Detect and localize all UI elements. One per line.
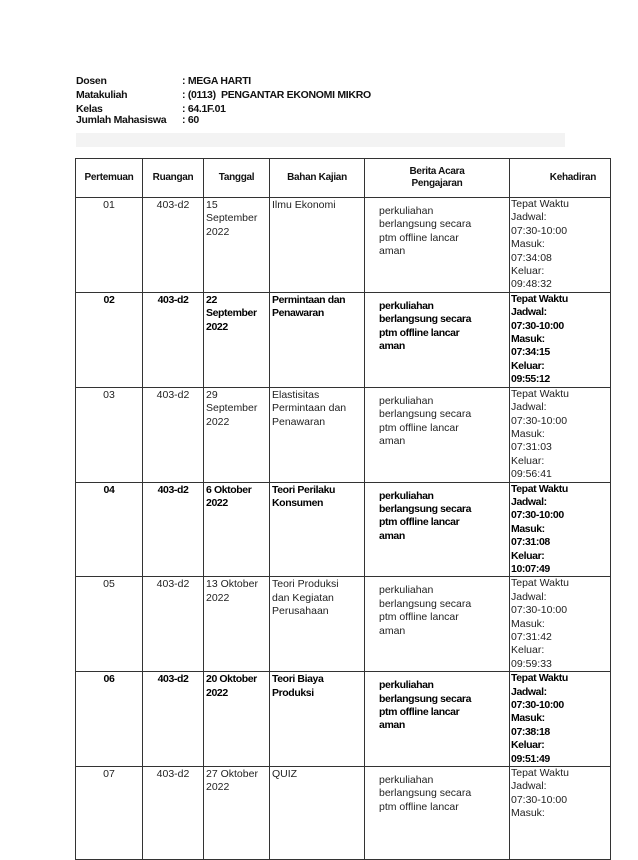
cell-ruangan: 403-d2: [143, 198, 204, 293]
cell-tanggal: 27 Oktober 2022: [204, 767, 270, 860]
header-shade-bar: [76, 133, 565, 147]
col-header-ruangan: Ruangan: [143, 159, 204, 198]
cell-ruangan: 403-d2: [143, 387, 204, 482]
cell-bahan-kajian: Teori Biaya Produksi: [270, 672, 365, 767]
attendance-table: [75, 158, 611, 860]
cell-pertemuan: 04: [76, 482, 143, 577]
cell-berita-acara: perkuliahan berlangsung secara ptm offline lancar aman: [365, 387, 510, 482]
cell-tanggal: 13 Oktober 2022: [204, 577, 270, 672]
cell-pertemuan: 07: [76, 767, 143, 860]
cell-tanggal: 20 Oktober 2022: [204, 672, 270, 767]
jumlah-value: : 60: [182, 114, 199, 126]
cell-bahan-kajian: Teori Produksi dan Kegiatan Perusahaan: [270, 577, 365, 672]
table-body: [76, 198, 611, 860]
col-header-tanggal: Tanggal: [204, 159, 270, 198]
cell-bahan-kajian: Elastisitas Permintaan dan Penawaran: [270, 387, 365, 482]
table-row: [76, 577, 611, 672]
cell-bahan-kajian: QUIZ: [270, 767, 365, 860]
cell-pertemuan: 01: [76, 198, 143, 293]
cell-berita-acara: perkuliahan berlangsung secara ptm offline lancar aman: [365, 292, 510, 387]
kelas-label: Kelas: [76, 103, 103, 115]
cell-berita-acara: perkuliahan berlangsung secara ptm offline lancar aman: [365, 577, 510, 672]
dosen-value: : MEGA HARTI: [182, 75, 251, 87]
col-header-kehadiran: Kehadiran: [510, 159, 611, 198]
jumlah-label: Jumlah Mahasiswa: [76, 114, 167, 126]
cell-tanggal: 6 Oktober 2022: [204, 482, 270, 577]
course-info: [76, 74, 371, 126]
cell-bahan-kajian: Teori Perilaku Konsumen: [270, 482, 365, 577]
table-row: [76, 482, 611, 577]
dosen-row: [76, 74, 371, 88]
matakuliah-value: : (0113) PENGANTAR EKONOMI MIKRO: [182, 89, 371, 101]
cell-berita-acara: perkuliahan berlangsung secara ptm offline lancar aman: [365, 672, 510, 767]
cell-tanggal: 15 September 2022: [204, 198, 270, 293]
table-row: [76, 292, 611, 387]
cell-kehadiran: Tepat Waktu Jadwal: 07:30-10:00 Masuk: 07:34:08 Keluar: 09:48:32: [510, 198, 611, 293]
cell-ruangan: 403-d2: [143, 672, 204, 767]
dosen-label: Dosen: [76, 75, 107, 87]
col-header-pertemuan: Pertemuan: [76, 159, 143, 198]
cell-pertemuan: 02: [76, 292, 143, 387]
matakuliah-row: [76, 88, 371, 102]
cell-pertemuan: 06: [76, 672, 143, 767]
kelas-value: : 64.1F.01: [182, 103, 226, 115]
cell-kehadiran: Tepat Waktu Jadwal: 07:30-10:00 Masuk: 07:38:18 Keluar: 09:51:49: [510, 672, 611, 767]
cell-ruangan: 403-d2: [143, 292, 204, 387]
cell-berita-acara: perkuliahan berlangsung secara ptm offline lancar aman: [365, 482, 510, 577]
cell-pertemuan: 05: [76, 577, 143, 672]
cell-kehadiran: Tepat Waktu Jadwal: 07:30-10:00 Masuk: 07:31:42 Keluar: 09:59:33: [510, 577, 611, 672]
col-header-berita-acara: Berita Acara Pengajaran: [365, 159, 510, 198]
cell-berita-acara: perkuliahan berlangsung secara ptm offline lancar: [365, 767, 510, 860]
cell-bahan-kajian: Ilmu Ekonomi: [270, 198, 365, 293]
col-header-bahan-kajian: Bahan Kajian: [270, 159, 365, 198]
cell-kehadiran: Tepat Waktu Jadwal: 07:30-10:00 Masuk: 07:34:15 Keluar: 09:55:12: [510, 292, 611, 387]
table-row: [76, 672, 611, 767]
cell-tanggal: 29 September 2022: [204, 387, 270, 482]
table-header-row: [76, 159, 611, 198]
table-row: [76, 767, 611, 860]
cell-kehadiran: Tepat Waktu Jadwal: 07:30-10:00 Masuk:: [510, 767, 611, 860]
cell-ruangan: 403-d2: [143, 577, 204, 672]
table-row: [76, 387, 611, 482]
table-row: [76, 198, 611, 293]
cell-kehadiran: Tepat Waktu Jadwal: 07:30-10:00 Masuk: 07:31:08 Keluar: 10:07:49: [510, 482, 611, 577]
cell-pertemuan: 03: [76, 387, 143, 482]
cell-ruangan: 403-d2: [143, 482, 204, 577]
cell-berita-acara: perkuliahan berlangsung secara ptm offline lancar aman: [365, 198, 510, 293]
matakuliah-label: Matakuliah: [76, 89, 128, 101]
cell-bahan-kajian: Permintaan dan Penawaran: [270, 292, 365, 387]
cell-kehadiran: Tepat Waktu Jadwal: 07:30-10:00 Masuk: 07:31:03 Keluar: 09:56:41: [510, 387, 611, 482]
jumlah-row: [76, 114, 371, 126]
cell-ruangan: 403-d2: [143, 767, 204, 860]
cell-tanggal: 22 September 2022: [204, 292, 270, 387]
kelas-row: [76, 102, 371, 114]
